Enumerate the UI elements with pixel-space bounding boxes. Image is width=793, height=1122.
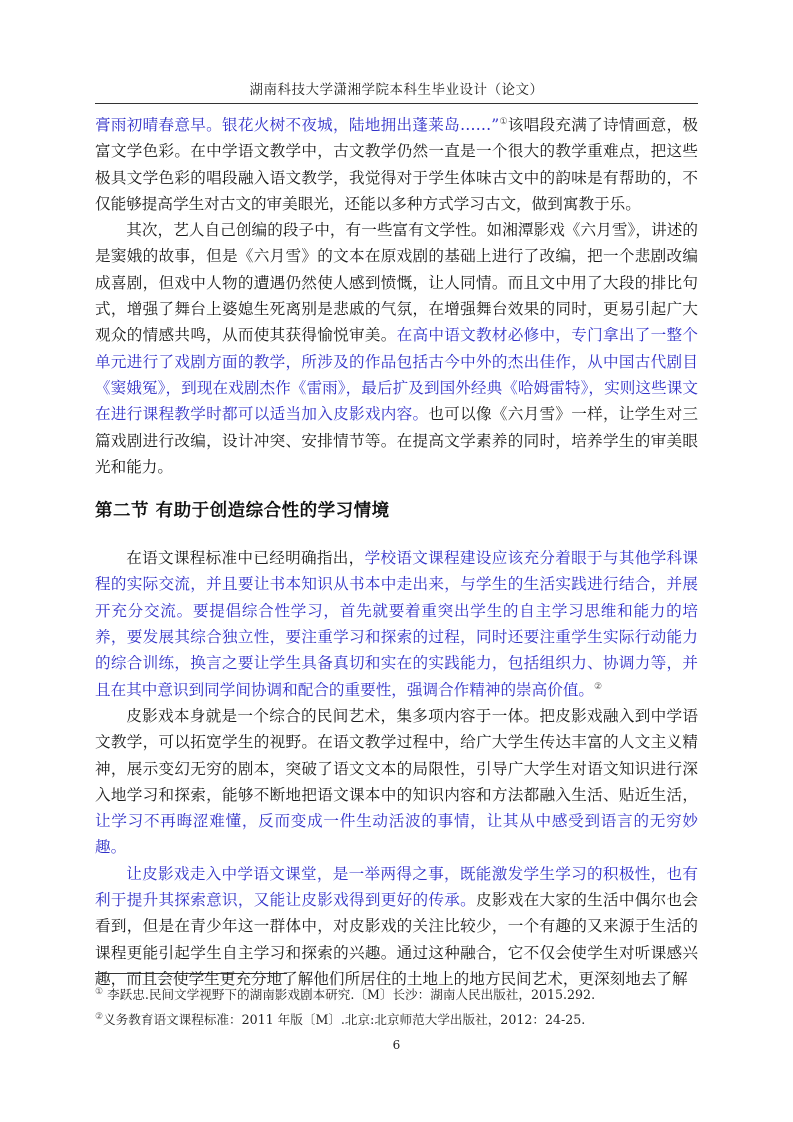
page-header: 湖南科技大学潇湘学院本科生毕业设计（论文） xyxy=(249,82,544,98)
page-number: 6 xyxy=(392,1038,401,1052)
text-segment: 其次，艺人自己创编的段子中，有一些富有文学性。如湘潭影戏《六月雪》，讲述的是窦娥的故事，但是《六月雪》的文本在原戏剧的基础上进行了改编，把一个悲剧改编成喜剧，但戏中人物的遭遇仍然使人感到愤慨，让人同情。而且文中用了大段的排比句式，增强了舞台上婆媳生死离别是悲戚的气氛，在增强舞台效果的同时，更易引起广大观众的情感共鸣，从而使其获得愉悦审美。 xyxy=(95,221,698,345)
section-heading: 第二节 有助于创造综合性的学习情境 xyxy=(95,501,390,522)
text-segment: 皮影戏在大家的生活中偶尔也会看到，但是在青少年这一群体中，对皮影戏的关注比较少，一个有趣的又来源于生活的课程更能引起学生自主学习和探索的兴趣。通过这种融合，它不仅会使学生对听课感兴趣，而且会使学生更充分地了解他们所居住的土地上的地方民间艺术，更深刻地去了解 xyxy=(95,891,698,988)
footnote-rule xyxy=(95,973,287,974)
highlighted-text: 让皮影戏走入中学语文课堂，是一举两得之事，既能激发学生学习的积极性，也有利于提升其探索意识，又能让皮影戏得到更好的传承。 xyxy=(95,864,698,910)
footnote xyxy=(95,1007,698,1032)
text-segment: 在语文课程标准中已经明确指出， xyxy=(126,549,365,568)
paragraph xyxy=(95,545,698,703)
highlighted-text: 让学习不再晦涩难懂，反而变成一件生动活波的事情，让其从中感受到语言的无穷妙趣。 xyxy=(95,812,698,857)
footnote xyxy=(95,982,698,1007)
text-segment: 也可以像《六月雪》一样，让学生对三篇戏剧进行改编，设计冲突、安排情节等。在提高文学素养的同时，培养学生的审美眼光和能力。 xyxy=(95,405,698,476)
highlighted-text: 在高中语文教材必修中，专门拿出了一整个单元进行了戏剧方面的教学，所涉及的作品包括古今中外的杰出佳作，从中国古代剧目《窦娥冤》，到现在戏剧杰作《雷雨》，最后扩及到国外经典《哈姆雷特》，实则这些课文在进行课程教学时都可以适当加入皮影戏内容。 xyxy=(95,326,698,424)
highlighted-text: 膏雨初晴春意早。银花火树不夜城，陆地拥出蓬莱岛……” xyxy=(95,116,500,134)
paragraph xyxy=(95,217,698,480)
footnote-ref: ② xyxy=(594,681,603,692)
body-text xyxy=(95,112,698,992)
text-segment: 该唱段充满了诗情画意，极富文学色彩。在中学语文教学中，古文教学仍然一直是一个很大的教学重难点，把这些极具文学色彩的唱段融入语文教学，我觉得对于学生体味古文中的韵味是有帮助的，不仅能够提高学生对古文的审美眼光，还能以多种方式学习古文，做到寓教于乐。 xyxy=(95,116,698,213)
highlighted-text: 学校语文课程建设应该充分着眼于与其他学科课程的实际交流，并且要让书本知识从书本中走出来，与学生的生活实践进行结合，并展开充分交流。要提倡综合性学习，首先就要着重突出学生的自主学习思维和能力的培养，要发展其综合独立性，要注重学习和探索的过程，同时还要注重学生实际行动能力的综合训练，换言之要让学生具备真切和实在的实践能力，包括组织力、协调力等，并且在其中意识到同学间协调和配合的重要性，强调合作精神的崇高价值。 xyxy=(95,549,698,699)
footnote-marker: ① xyxy=(95,986,104,997)
footnotes xyxy=(95,982,698,1032)
text-segment: 皮影戏本身就是一个综合的民间艺术，集多项内容于一体。把皮影戏融入到中学语文教学，可以拓宽学生的视野。在语文教学过程中，给广大学生传达丰富的人文主义精神，展示变幻无穷的剧本，突破了语文文本的局限性，引导广大学生对语文知识进行深入地学习和探索，能够不断地把语文课本中的知识内容和方法都融入生活、贴近生活， xyxy=(95,706,698,804)
paragraph xyxy=(95,703,698,861)
footnote-marker: ② xyxy=(95,1011,104,1022)
footnote-text: 义务教育语文课程标准：2011 年版〔M〕.北京:北京师范大学出版社，2012：24-25. xyxy=(103,1012,586,1027)
footnote-ref: ① xyxy=(499,116,508,127)
footnote-text: 李跃忠.民间文学视野下的湖南影戏剧本研究.〔M〕长沙：湖南人民出版社，2015.292. xyxy=(103,987,596,1002)
paragraph xyxy=(95,112,698,217)
header-rule xyxy=(95,103,698,104)
